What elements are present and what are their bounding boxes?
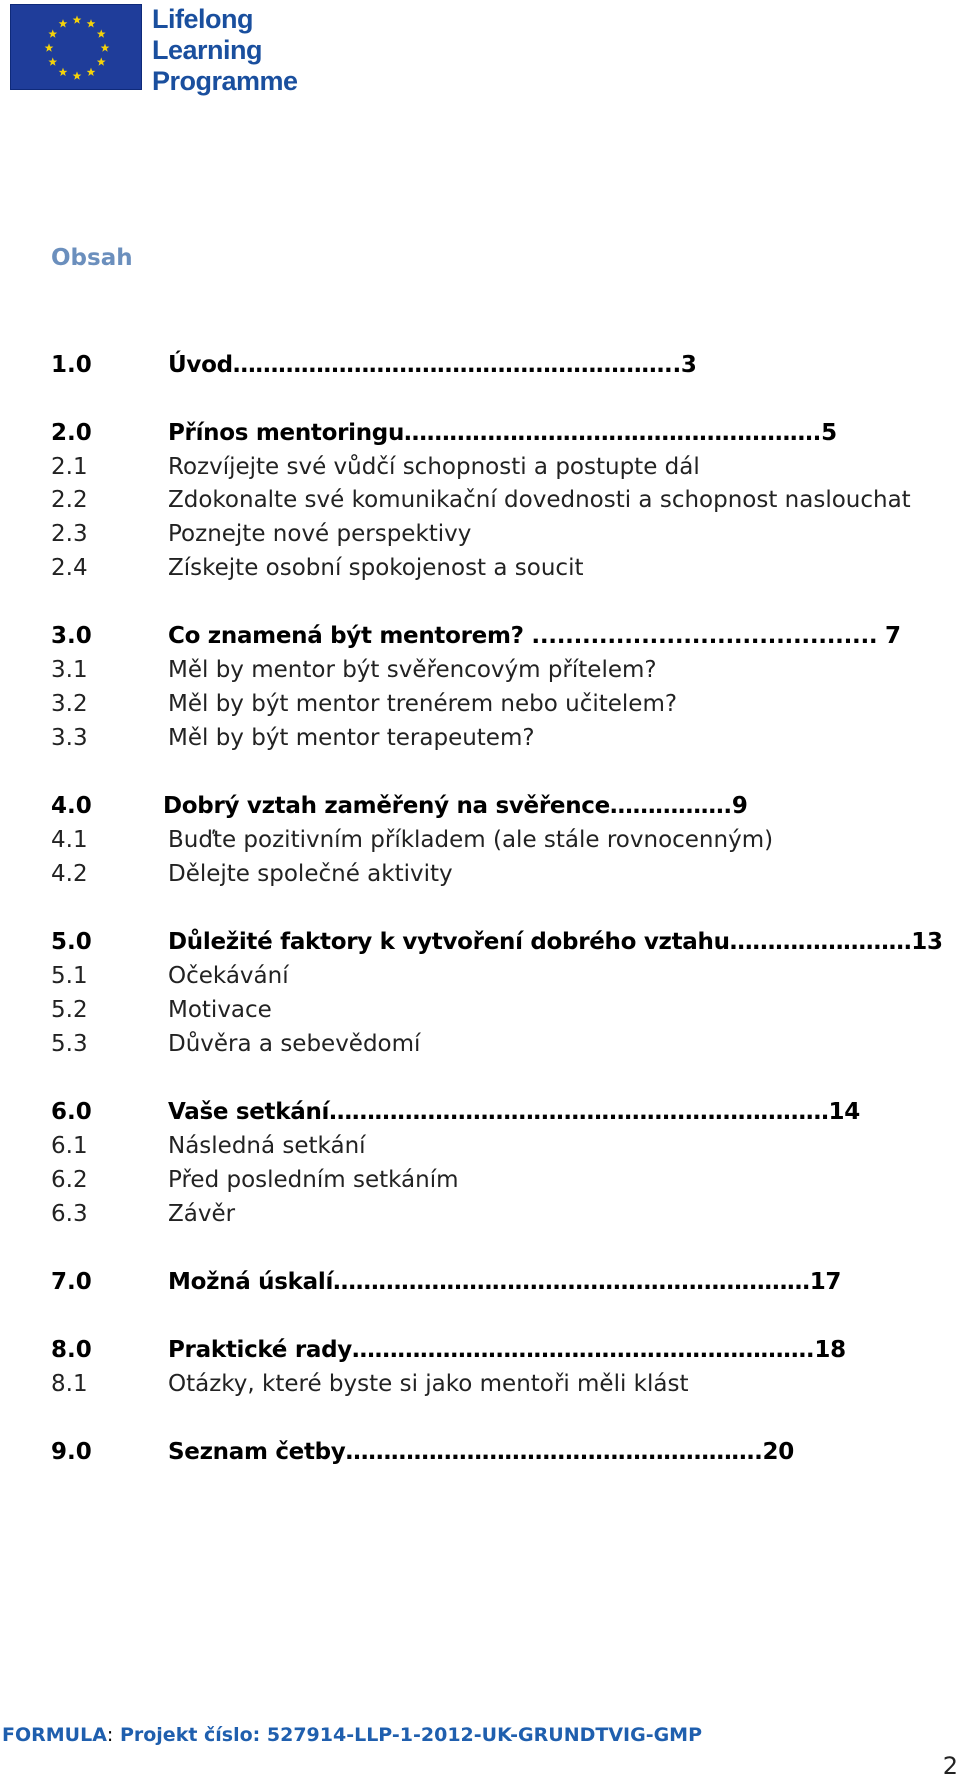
page-number: 2 xyxy=(942,1752,958,1780)
toc-entry-label: Měl by mentor být svěřencovým přítelem? xyxy=(168,657,657,683)
page-title: Obsah xyxy=(51,245,133,271)
toc-entry-number: 3.0 xyxy=(51,623,92,649)
toc-entry-number: 8.1 xyxy=(51,1371,88,1397)
toc-entry-number: 6.3 xyxy=(51,1201,88,1227)
programme-logo xyxy=(10,4,310,96)
logo-line-1: Lifelong xyxy=(152,4,253,34)
toc-entry-label: Praktické rady…………………………………………………….18 xyxy=(168,1337,846,1363)
toc-entry-number: 2.1 xyxy=(51,454,88,480)
toc-entry-label: Měl by být mentor trenérem nebo učitelem? xyxy=(168,691,678,717)
toc-entry-label: Přínos mentoringu……………………………………………….5 xyxy=(168,420,837,446)
flag-star xyxy=(101,43,110,51)
toc-entry-label: Rozvíjejte své vůdčí schopnosti a postupte dál xyxy=(168,454,700,480)
flag-star xyxy=(73,15,82,23)
toc-entry-number: 6.0 xyxy=(51,1099,92,1125)
flag-star xyxy=(87,68,96,76)
flag-star xyxy=(45,43,54,51)
toc-entry-number: 6.1 xyxy=(51,1133,88,1159)
toc-entry-number: 5.3 xyxy=(51,1031,88,1057)
flag-star xyxy=(97,29,106,37)
logo-line-2: Learning xyxy=(152,35,263,65)
flag-star xyxy=(73,71,82,79)
flag-star xyxy=(59,19,68,27)
eu-flag-icon xyxy=(10,4,142,90)
logo-text xyxy=(152,4,298,97)
toc-entry-label: Motivace xyxy=(168,997,272,1023)
toc-entry-label: Následná setkání xyxy=(168,1133,366,1159)
toc-entry-label: Zdokonalte své komunikační dovednosti a schopnost naslouchat xyxy=(168,487,911,513)
toc-entry-label: Dobrý vztah zaměřený na svěřence…………….9 xyxy=(163,793,748,819)
toc-entry-label: Důležité faktory k vytvoření dobrého vztahu……………………13 xyxy=(168,929,943,955)
toc-entry-label: Před posledním setkáním xyxy=(168,1167,459,1193)
toc-entry-label: Seznam četby……………………………………………….20 xyxy=(168,1439,794,1465)
toc-entry-label: Získejte osobní spokojenost a soucit xyxy=(168,555,584,581)
toc-entry-label: Vaše setkání…………………………………………………………14 xyxy=(168,1099,860,1125)
footer-project-line xyxy=(2,1724,702,1746)
toc-entry-number: 4.1 xyxy=(51,827,88,853)
eu-stars xyxy=(11,5,143,91)
flag-star xyxy=(48,29,57,37)
toc-entry-number: 6.2 xyxy=(51,1167,88,1193)
flag-star xyxy=(59,68,68,76)
toc-entry-number: 2.2 xyxy=(51,487,88,513)
toc-entry-label: Závěr xyxy=(168,1201,236,1227)
toc-entry-number: 8.0 xyxy=(51,1337,92,1363)
flag-star xyxy=(87,19,96,27)
toc-entry-label: Důvěra a sebevědomí xyxy=(168,1031,421,1057)
toc-entry-number: 2.3 xyxy=(51,521,88,547)
logo-line-3: Programme xyxy=(152,66,298,96)
toc-entry-label: Dělejte společné aktivity xyxy=(168,861,453,887)
footer-formula: FORMULA xyxy=(2,1724,107,1746)
toc-entry-number: 4.0 xyxy=(51,793,92,819)
toc-entry-label: Možná úskalí………………………………………………………17 xyxy=(168,1269,842,1295)
toc-entry-number: 7.0 xyxy=(51,1269,92,1295)
toc-entry-number: 4.2 xyxy=(51,861,88,887)
toc-entry-label: Očekávání xyxy=(168,963,289,989)
toc-entry-label: Buďte pozitivním příkladem (ale stále rovnocenným) xyxy=(168,827,774,853)
toc-entry-number: 1.0 xyxy=(51,352,92,378)
toc-entry-number: 5.1 xyxy=(51,963,88,989)
toc-entry-number: 2.0 xyxy=(51,420,92,446)
toc-entry-label: Poznejte nové perspektivy xyxy=(168,521,472,547)
toc-entry-number: 5.2 xyxy=(51,997,88,1023)
toc-entry-number: 5.0 xyxy=(51,929,92,955)
toc-entry-number: 2.4 xyxy=(51,555,88,581)
toc-entry-number: 3.2 xyxy=(51,691,88,717)
toc-entry-label: Měl by být mentor terapeutem? xyxy=(168,725,535,751)
toc-entry-number: 3.3 xyxy=(51,725,88,751)
toc-entry-number: 3.1 xyxy=(51,657,88,683)
footer-separator: : xyxy=(106,1724,114,1746)
footer-project-number: Projekt číslo: 527914-LLP-1-2012-UK-GRUNDTVIG-GMP xyxy=(113,1724,703,1746)
flag-star xyxy=(97,57,106,65)
flag-star xyxy=(48,57,57,65)
toc-entry-label: Otázky, které byste si jako mentoři měli klást xyxy=(168,1371,689,1397)
toc-entry-label: Úvod…………………………………………………..3 xyxy=(168,352,697,378)
toc-entry-label: Co znamená být mentorem? ......................................... 7 xyxy=(168,623,901,649)
toc-entry-number: 9.0 xyxy=(51,1439,92,1465)
